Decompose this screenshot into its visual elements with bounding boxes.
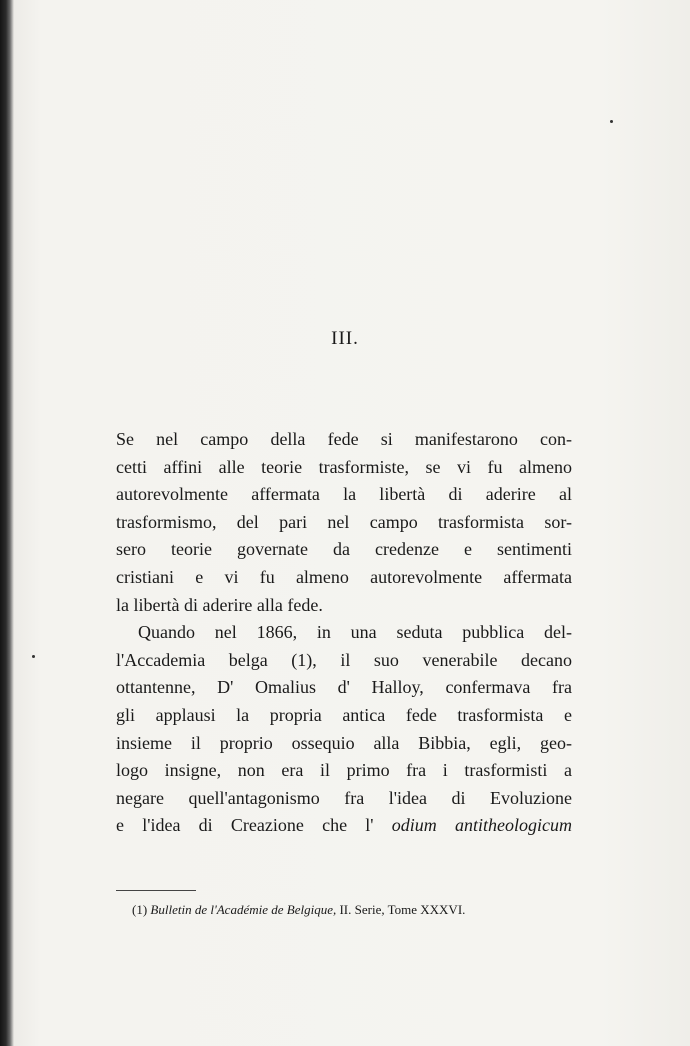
ink-speck xyxy=(610,120,613,123)
body-text xyxy=(116,426,572,840)
footnote-rest: II. Serie, Tome XXXVI. xyxy=(336,902,466,917)
footnote-rule xyxy=(116,890,196,891)
text-line: Se nel campo della fede si manifestarono con- xyxy=(116,429,572,449)
footnote xyxy=(132,902,572,918)
footnote-title: Bulletin de l'Académie de Belgique, xyxy=(150,902,337,917)
text-line: insieme il proprio ossequio alla Bibbia, egli, geo- xyxy=(116,732,572,753)
chapter-heading: III. xyxy=(331,328,359,349)
text-line: la libertà di aderire alla fede. xyxy=(116,594,323,615)
text-line: negare quell'antagonismo fra l'idea di Evoluzione xyxy=(116,787,572,808)
footnote-marker: (1) xyxy=(132,902,151,917)
text-line: ottantenne, D' Omalius d' Halloy, confermava fra xyxy=(116,677,572,698)
text-italic: odium antitheologicum xyxy=(391,815,572,836)
text-line: sero teorie governate da credenze e sentimenti xyxy=(116,539,572,560)
text-line: cristiani e vi fu almeno autorevolmente affermata xyxy=(116,566,572,587)
text-line: trasformismo, del pari nel campo trasformista sor- xyxy=(116,511,572,532)
page-binding-edge xyxy=(0,0,14,1046)
text-line: autorevolmente affermata la libertà di aderire al xyxy=(116,484,572,505)
text-line: gli applausi la propria antica fede trasformista e xyxy=(116,704,572,725)
text-line: Quando nel 1866, in una seduta pubblica del- xyxy=(138,622,572,643)
text-line: logo insigne, non era il primo fra i trasformisti a xyxy=(116,760,572,781)
text-line: cetti affini alle teorie trasformiste, se vi fu almeno xyxy=(116,456,572,477)
ink-speck xyxy=(32,655,35,658)
text-plain: e l'idea di Creazione che l' xyxy=(116,815,392,836)
text-line-last xyxy=(116,812,572,840)
text-line: l'Accademia belga (1), il suo venerabile decano xyxy=(116,649,572,670)
